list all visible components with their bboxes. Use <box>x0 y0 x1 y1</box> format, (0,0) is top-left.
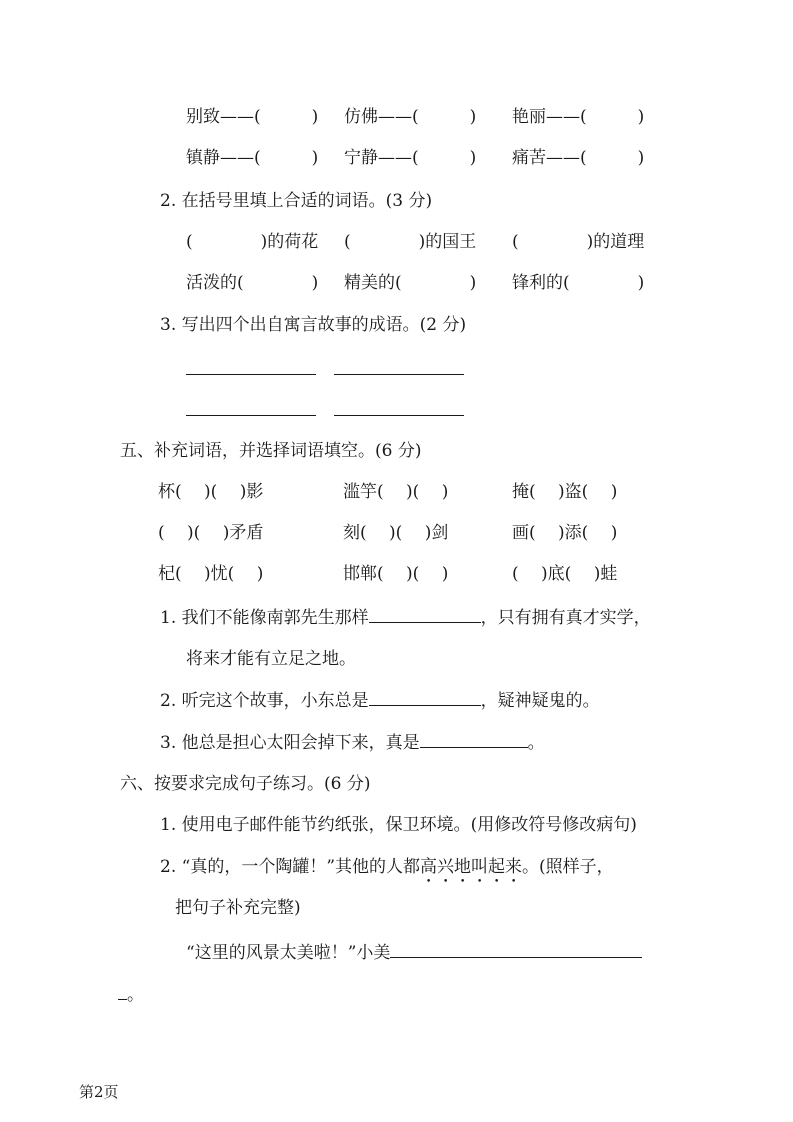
idiom-answer-blank[interactable] <box>334 374 464 375</box>
answer-blank[interactable] <box>118 983 127 1000</box>
emphasized-text: 高兴地叫起来 <box>420 857 523 877</box>
idiom-item: 刻( )( )剑 <box>343 523 449 543</box>
antonym-item: 镇静——( ) <box>186 148 319 168</box>
period: 。 <box>127 985 144 1005</box>
idiom-answer-blank[interactable] <box>186 374 316 375</box>
antonym-item: 宁静——( ) <box>344 148 477 168</box>
idiom-item: 杞( )忧( ) <box>158 564 264 584</box>
question-text: 3. 他总是担心太阳会掉下来，真是 <box>160 733 420 753</box>
idiom-answer-blank[interactable] <box>334 415 464 416</box>
question-text: 1. 我们不能像南郭先生那样 <box>160 608 369 628</box>
section-5-question-1 <box>160 606 651 629</box>
antonym-item: 仿佛——( ) <box>344 107 477 127</box>
section-6-question-2-cont: 把句子补充完整) <box>175 898 301 918</box>
section-5-question-2 <box>160 689 600 712</box>
answer-blank[interactable] <box>420 731 528 748</box>
question-3-title: 3. 写出四个出自寓言故事的成语。(2 分) <box>160 315 467 335</box>
section-6-title: 六、按要求完成句子练习。(6 分) <box>120 774 371 794</box>
fill-word-item: 活泼的( ) <box>186 273 319 293</box>
question-text: ，只有拥有真才实学， <box>480 608 651 628</box>
question-text: 。 <box>527 733 545 753</box>
idiom-item: 杯( )( )影 <box>158 482 264 502</box>
section-6-question-2-example <box>186 941 642 964</box>
section-5-question-3 <box>160 731 545 754</box>
idiom-item: 滥竽( )( ) <box>343 482 449 502</box>
section-5-title: 五、补充词语，并选择词语填空。(6 分) <box>120 441 422 461</box>
question-text: ，疑神疑鬼的。 <box>480 691 600 711</box>
idiom-item: 画( )添( ) <box>512 523 618 543</box>
question-text: 2. “真的，一个陶罐！”其他的人都 <box>160 857 421 877</box>
section-6-question-2-end <box>118 983 144 1006</box>
answer-blank[interactable] <box>390 941 642 958</box>
section-6-question-1: 1. 使用电子邮件能节约纸张，保卫环境。(用修改符号修改病句) <box>160 815 637 835</box>
fill-word-item: 精美的( ) <box>344 273 477 293</box>
question-text: 。(照样子， <box>522 857 614 877</box>
section-6-question-2 <box>160 856 614 887</box>
fill-word-item: ( )的荷花 <box>186 232 319 252</box>
idiom-answer-blank[interactable] <box>186 415 316 416</box>
fill-word-item: 锋利的( ) <box>512 273 645 293</box>
answer-blank[interactable] <box>369 689 481 706</box>
idiom-item: 邯郸( )( ) <box>343 564 449 584</box>
question-text: 2. 听完这个故事，小东总是 <box>160 691 369 711</box>
antonym-item: 艳丽——( ) <box>512 107 645 127</box>
fill-word-item: ( )的道理 <box>512 232 645 252</box>
fill-word-item: ( )的国王 <box>344 232 477 252</box>
idiom-item: ( )( )矛盾 <box>158 523 264 543</box>
idiom-item: ( )底( )蛙 <box>512 564 618 584</box>
question-2-title: 2. 在括号里填上合适的词语。(3 分) <box>160 191 433 211</box>
question-text: “这里的风景太美啦！”小美 <box>186 943 391 963</box>
section-5-question-1-cont: 将来才能有立足之地。 <box>186 649 356 669</box>
antonym-item: 痛苦——( ) <box>512 148 645 168</box>
answer-blank[interactable] <box>369 606 481 623</box>
idiom-item: 掩( )盗( ) <box>512 482 618 502</box>
page-number: 第2页 <box>79 1083 119 1101</box>
antonym-item: 别致——( ) <box>186 107 319 127</box>
